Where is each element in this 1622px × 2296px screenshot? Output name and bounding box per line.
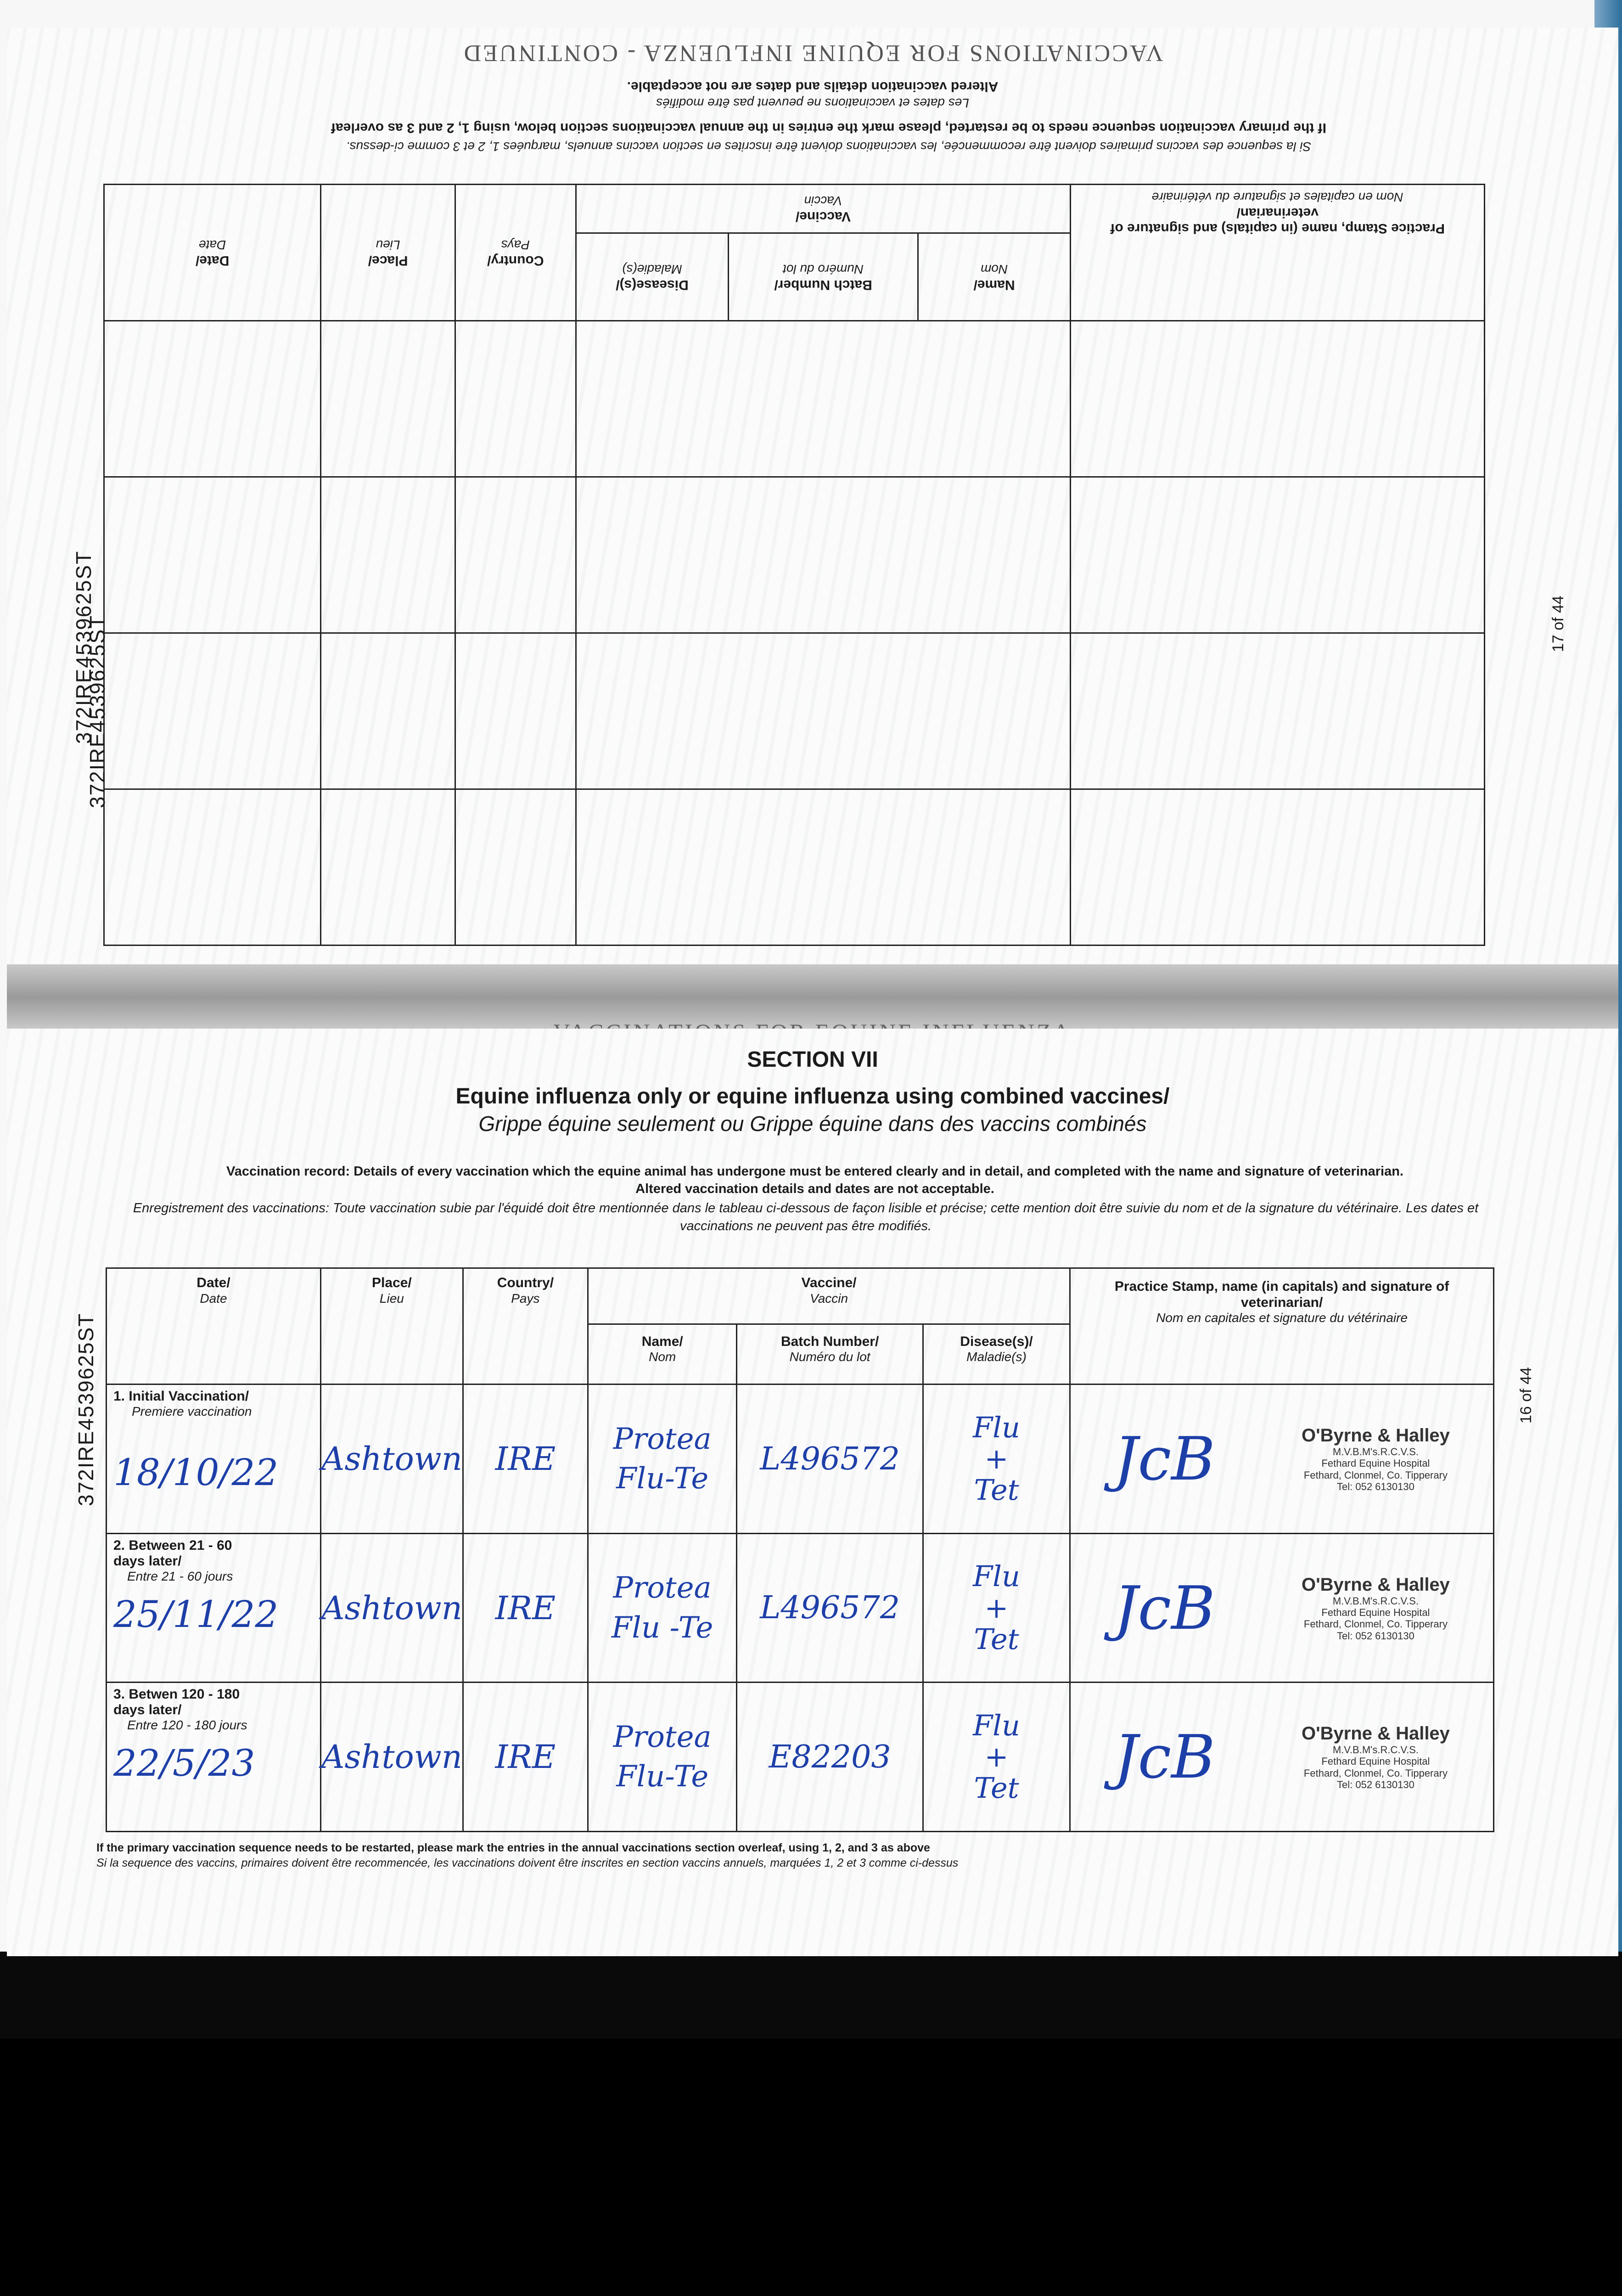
top-vaccine-cell[interactable] (576, 789, 1071, 945)
header-name (588, 1324, 737, 1384)
top-header-country (455, 185, 576, 321)
date-cell[interactable] (107, 1533, 321, 1682)
page-17-rotated-content (7, 28, 1618, 1001)
col-disease: Disease(s)/ (960, 1334, 1033, 1349)
row-label: 1. Initial Vaccination/ (113, 1389, 249, 1404)
stamp-cell[interactable] (1070, 1533, 1494, 1682)
stamp-cell[interactable] (1070, 1683, 1494, 1832)
stamp-line: Tel: 052 6130130 (1337, 1779, 1414, 1791)
country-value[interactable]: IRE (463, 1683, 588, 1832)
col-vaccine: Vaccine/ (795, 208, 851, 224)
col-place: Place/ (372, 1275, 412, 1290)
col-stamp: Practice Stamp, name (in capitals) and signature of veterinarian/ (1114, 1279, 1449, 1310)
col-name: Name/ (641, 1334, 683, 1349)
date-cell[interactable] (107, 1384, 321, 1533)
batch-value[interactable]: L496572 (737, 1384, 923, 1533)
record-en-2: Altered vaccination details and dates are not acceptable. (635, 1182, 994, 1196)
top-date-cell[interactable] (104, 477, 321, 633)
top-running-header: VACCINATIONS FOR EQUINE INFLUENZA - CONTINUED (462, 40, 1163, 66)
col-vaccine-fr: Vaccin (804, 194, 842, 208)
top-restart-en: If the primary vaccination sequence needs to be restarted, please mark the entries in the annual vaccinations section below, using 1, 2 and 3 as overleaf (331, 120, 1326, 135)
top-country-cell[interactable] (455, 477, 576, 633)
table-row (107, 1683, 1494, 1832)
col-batch: Batch Number/ (780, 1334, 879, 1349)
col-date: Date/ (196, 1275, 230, 1290)
col-country-fr: Pays (511, 1291, 540, 1306)
section-heading: SECTION VII (747, 1047, 878, 1072)
top-restart-fr: Si la sequence des vaccins primaires doivent être recommencée, les vaccinations doivent être inscrites en section vaccins annuels, marquées 1, 2 et 3 comme ci-dessus. (346, 140, 1312, 154)
header-country (463, 1268, 588, 1384)
page-16 (7, 1029, 1618, 1956)
doc-id-bottom-side: 372IRE4539625ST (74, 1312, 98, 1506)
top-date-cell[interactable] (104, 789, 321, 945)
top-header-disease (576, 233, 729, 321)
top-country-cell[interactable] (455, 789, 576, 945)
top-notice-en: Altered vaccination details and dates are not acceptable. (627, 79, 999, 94)
top-header-name (918, 233, 1071, 321)
disease-line3: Tet (974, 1473, 1019, 1507)
top-stamp-cell[interactable] (1071, 321, 1485, 477)
disease-line2: + (984, 1442, 1009, 1476)
scanner-background (0, 2039, 1622, 2296)
disease-cell[interactable] (923, 1683, 1070, 1832)
col-stamp-fr: Nom en capitales et signature du vétérinaire (1156, 1311, 1408, 1325)
col-disease-fr: Maladie(s) (966, 1350, 1027, 1364)
batch-value[interactable]: E82203 (737, 1683, 923, 1832)
place-value[interactable]: Ashtown (320, 1683, 463, 1832)
col-date-fr: Date (200, 1291, 227, 1306)
doc-id-top-side: 372IRE4539625ST (72, 550, 95, 744)
practice-stamp (1302, 1723, 1450, 1790)
top-place-cell[interactable] (321, 477, 455, 633)
vet-signature: JcB (1114, 1424, 1215, 1494)
header-place (320, 1268, 463, 1384)
vaccine-name-line1: Protea (613, 1571, 712, 1605)
top-place-cell[interactable] (321, 633, 455, 789)
col-batch-fr: Numéro du lot (783, 262, 864, 277)
country-value[interactable]: IRE (463, 1533, 588, 1682)
stamp-line: Fethard Equine Hospital (1321, 1458, 1430, 1469)
top-header-stamp (1071, 185, 1485, 321)
country-value[interactable]: IRE (463, 1384, 588, 1533)
stamp-line: Fethard, Clonmel, Co. Tipperary (1303, 1618, 1448, 1630)
book-spine (7, 964, 1618, 1038)
disease-line3: Tet (974, 1771, 1019, 1805)
record-fr: Enregistrement des vaccinations: Toute vaccination subie par l'équidé doit être mentionnée dans le tableau ci-dessous de façon lisible et précise; cette mention doit être suivie du nom et de la signature du vétérinaire. Les dates et vaccinations ne peuvent pas être modifiés. (133, 1201, 1479, 1234)
col-date-fr: Date (199, 238, 226, 253)
col-disease-fr: Maladie(s) (622, 262, 682, 277)
disease-line1: Flu (973, 1410, 1020, 1444)
col-date: Date/ (195, 253, 230, 268)
col-stamp-fr: Nom en capitales et signature du vétérinaire (1151, 190, 1403, 205)
col-place: Place/ (368, 253, 408, 268)
disease-line2: + (984, 1740, 1009, 1774)
col-country: Country/ (497, 1275, 554, 1290)
top-vaccination-table (103, 184, 1485, 946)
footer-fr: Si la sequence des vaccins, primaires doivent être recommencée, les vaccinations doivent être inscrites en section vaccins annuels, marquées 1, 2 et 3 comme ci-dessus (96, 1857, 959, 1869)
vaccine-name-cell[interactable] (588, 1533, 737, 1682)
practice-stamp (1302, 1425, 1450, 1492)
title-en: Equine influenza only or equine influenza using combined vaccines/ (455, 1084, 1170, 1109)
col-name-fr: Nom (649, 1350, 676, 1364)
top-stamp-cell[interactable] (1071, 633, 1485, 789)
col-batch: Batch Number/ (774, 277, 872, 293)
top-place-cell[interactable] (321, 789, 455, 945)
stamp-line: Fethard, Clonmel, Co. Tipperary (1303, 1767, 1448, 1779)
col-disease: Disease(s)/ (616, 277, 689, 293)
disease-cell[interactable] (923, 1384, 1070, 1533)
date-value: 22/5/23 (113, 1742, 255, 1785)
col-place-fr: Lieu (376, 238, 400, 253)
vaccine-name-line1: Protea (613, 1422, 712, 1456)
col-name: Name/ (973, 277, 1015, 293)
disease-line2: + (984, 1591, 1009, 1625)
stamp-name: O'Byrne & Halley (1301, 1425, 1450, 1446)
col-vaccine-fr: Vaccin (810, 1291, 848, 1306)
table-row (107, 1533, 1494, 1682)
top-header-batch (729, 233, 918, 321)
top-notice-fr: Les dates et vaccinations ne peuvent pas être modifiés (656, 96, 969, 110)
page-17 (7, 28, 1618, 1001)
vet-signature: JcB (1114, 1573, 1215, 1643)
stamp-line: Fethard Equine Hospital (1321, 1606, 1430, 1618)
stamp-line: Tel: 052 6130130 (1337, 1630, 1414, 1642)
stamp-line: M.V.B.M's.R.C.V.S. (1332, 1446, 1419, 1458)
top-vaccine-cell[interactable] (576, 633, 1071, 789)
top-vaccine-cell[interactable] (576, 477, 1071, 633)
date-value: 18/10/22 (113, 1451, 279, 1494)
place-value[interactable]: Ashtown (320, 1533, 463, 1682)
row-label-fr: Entre 21 - 60 jours (127, 1569, 233, 1583)
stamp-line: Fethard Equine Hospital (1321, 1756, 1430, 1767)
col-stamp: Practice Stamp, name (in capitals) and signature of veterinarian/ (1110, 205, 1445, 236)
top-vaccine-cell[interactable] (576, 321, 1071, 477)
stamp-name: O'Byrne & Halley (1301, 1723, 1450, 1744)
col-name-fr: Nom (981, 262, 1008, 277)
stamp-line: Fethard, Clonmel, Co. Tipperary (1303, 1469, 1448, 1481)
disease-line1: Flu (973, 1559, 1020, 1593)
top-place-cell[interactable] (321, 321, 455, 477)
page-number-bottom: 16 of 44 (1517, 1367, 1535, 1424)
header-disease (923, 1324, 1070, 1384)
batch-value[interactable]: L496572 (737, 1533, 923, 1682)
col-batch-fr: Numéro du lot (789, 1350, 870, 1364)
stamp-name: O'Byrne & Halley (1301, 1574, 1450, 1595)
stamp-line: M.V.B.M's.R.C.V.S. (1332, 1744, 1419, 1756)
row-label: 3. Betwen 120 - 180 days later/ (113, 1687, 240, 1718)
place-value[interactable]: Ashtown (320, 1384, 463, 1533)
top-country-cell[interactable] (455, 321, 576, 477)
stamp-line: M.V.B.M's.R.C.V.S. (1332, 1595, 1419, 1607)
vaccine-name-cell[interactable] (588, 1384, 737, 1533)
top-header-vaccine (576, 185, 1071, 233)
vet-signature: JcB (1114, 1722, 1215, 1792)
disease-line1: Flu (973, 1708, 1020, 1742)
vaccine-name-line1: Protea (613, 1720, 712, 1754)
vaccination-table (106, 1267, 1494, 1832)
page-number-top: 17 of 44 (1549, 596, 1567, 652)
header-vaccine (588, 1268, 1070, 1324)
doc-id-top: 372IRE4539625ST (85, 614, 109, 808)
col-place-fr: Lieu (379, 1291, 404, 1306)
table-row (107, 1384, 1494, 1533)
record-en: Vaccination record: Details of every vaccination which the equine animal has undergone must be entered clearly and in detail, and completed with the name and signature of veterinarian. (226, 1164, 1403, 1179)
top-stamp-cell[interactable] (1071, 477, 1485, 633)
disease-cell[interactable] (923, 1533, 1070, 1682)
top-date-cell[interactable] (104, 321, 321, 477)
disease-line3: Tet (974, 1622, 1019, 1656)
header-date (107, 1268, 321, 1384)
top-header-date (104, 185, 321, 321)
row-label-fr: Entre 120 - 180 jours (127, 1718, 247, 1733)
col-country: Country/ (487, 253, 544, 268)
stamp-line: Tel: 052 6130130 (1337, 1481, 1414, 1493)
row-label: 2. Between 21 - 60 days later/ (113, 1537, 232, 1569)
practice-stamp (1302, 1575, 1450, 1642)
top-country-cell[interactable] (455, 633, 576, 789)
date-value: 25/11/22 (113, 1593, 279, 1636)
top-header-place (321, 185, 455, 321)
row-label-fr: Premiere vaccination (132, 1404, 252, 1419)
stamp-cell[interactable] (1070, 1384, 1494, 1533)
footer-en: If the primary vaccination sequence needs to be restarted, please mark the entries in the annual vaccinations section overleaf, using 1, 2, and 3 as above (96, 1841, 930, 1854)
header-stamp (1070, 1268, 1494, 1384)
date-cell[interactable] (107, 1683, 321, 1832)
col-country-fr: Pays (501, 238, 530, 253)
vaccine-name-line2: Flu -Te (612, 1610, 713, 1645)
top-stamp-cell[interactable] (1071, 789, 1485, 945)
header-batch (737, 1324, 923, 1384)
title-fr: Grippe équine seulement ou Grippe équine dans des vaccins combinés (478, 1112, 1147, 1136)
vaccine-name-line2: Flu-Te (616, 1760, 709, 1794)
vaccine-name-cell[interactable] (588, 1683, 737, 1832)
col-vaccine: Vaccine/ (801, 1275, 857, 1290)
vaccine-name-line2: Flu-Te (616, 1462, 709, 1496)
top-date-cell[interactable] (104, 633, 321, 789)
